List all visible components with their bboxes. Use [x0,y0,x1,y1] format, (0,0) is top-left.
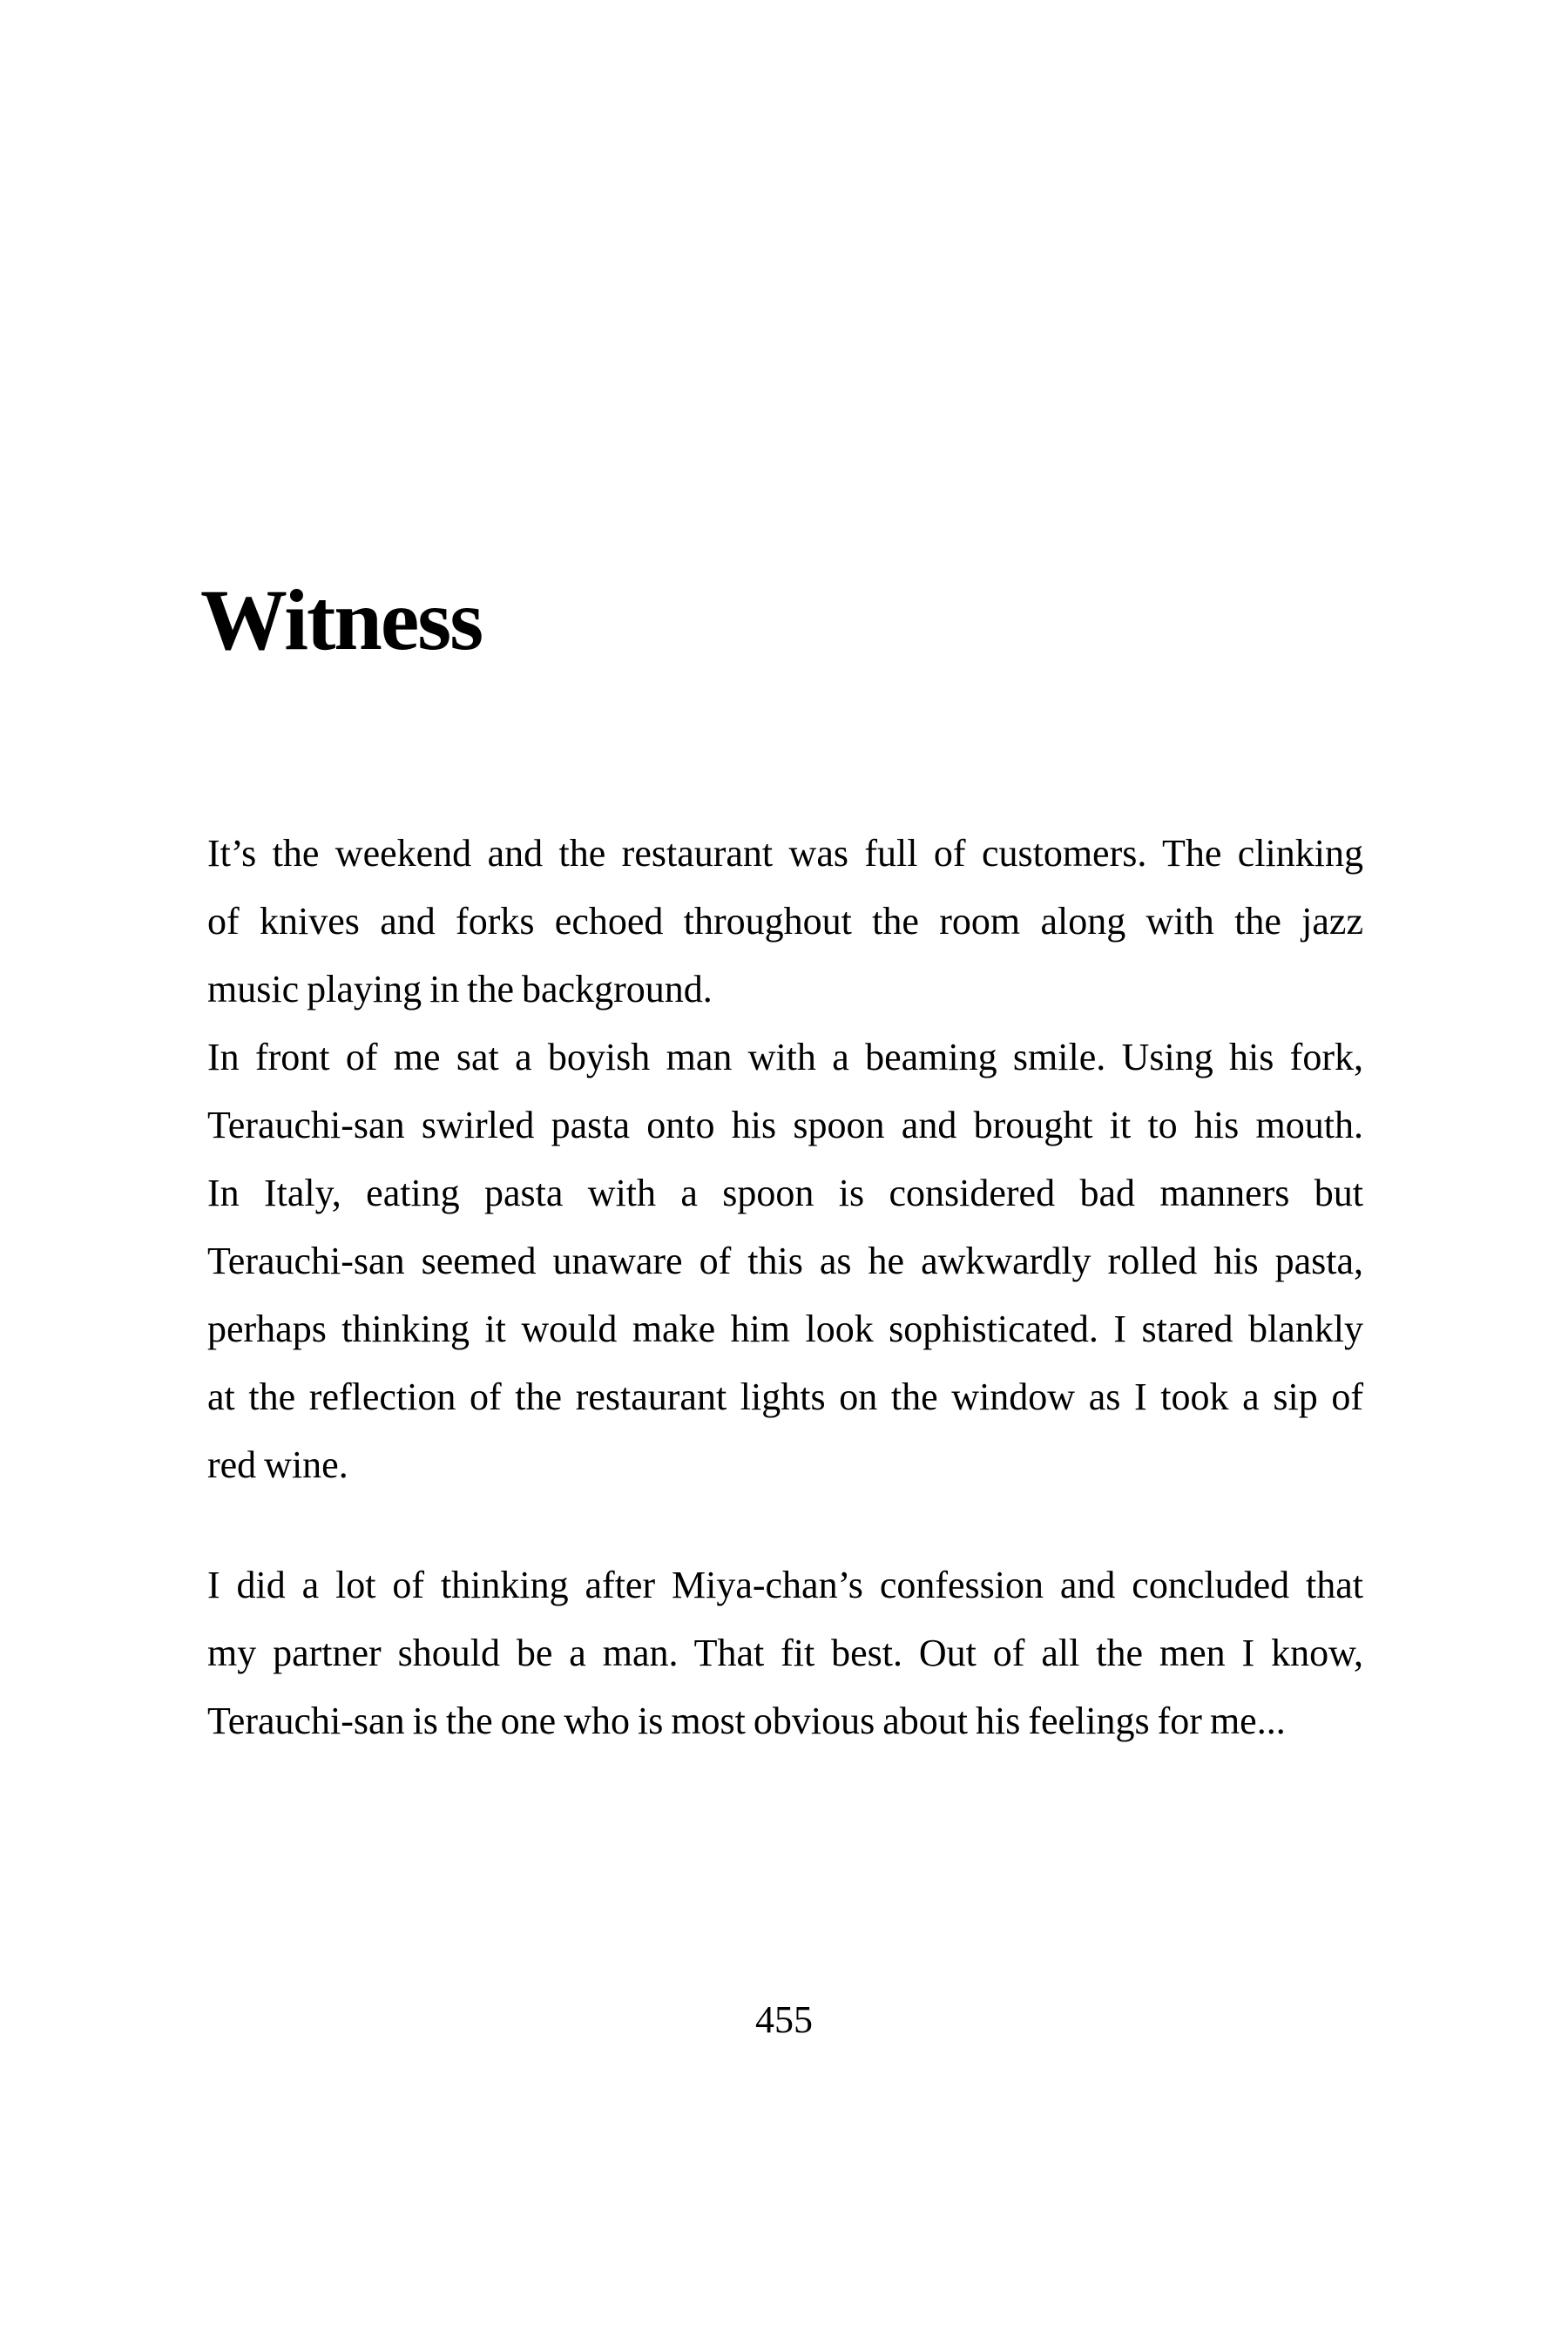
body-text [207,820,1363,1755]
chapter-title: Witness [200,571,483,668]
body-line: perhaps thinking it would make him look sophisticated. I stared blankly [207,1308,1363,1350]
paragraph-1 [207,820,1363,1024]
body-line: music playing in the background. [207,968,713,1010]
body-line: Terauchi-san swirled pasta onto his spoon and brought it to his mouth. [207,1104,1363,1146]
body-line: It’s the weekend and the restaurant was full of customers. The clinking [207,832,1363,875]
paragraph-3 [207,1551,1363,1755]
body-line: at the reflection of the restaurant lights on the window as I took a sip of [207,1375,1363,1418]
body-line: I did a lot of thinking after Miya-chan’s confession and concluded that [207,1564,1363,1606]
page-number: 455 [755,1998,813,2041]
body-line: of knives and forks echoed throughout the room along with the jazz [207,900,1363,943]
body-line: my partner should be a man. That fit best. Out of all the men I know, [207,1632,1363,1674]
body-line: In Italy, eating pasta with a spoon is considered bad manners but [207,1172,1363,1214]
body-line: In front of me sat a boyish man with a beaming smile. Using his fork, [207,1036,1363,1078]
body-line: Terauchi-san seemed unaware of this as he awkwardly rolled his pasta, [207,1240,1363,1282]
paragraph-2 [207,1024,1363,1499]
body-line: red wine. [207,1443,348,1486]
body-line: Terauchi-san is the one who is most obvious about his feelings for me... [207,1700,1286,1742]
